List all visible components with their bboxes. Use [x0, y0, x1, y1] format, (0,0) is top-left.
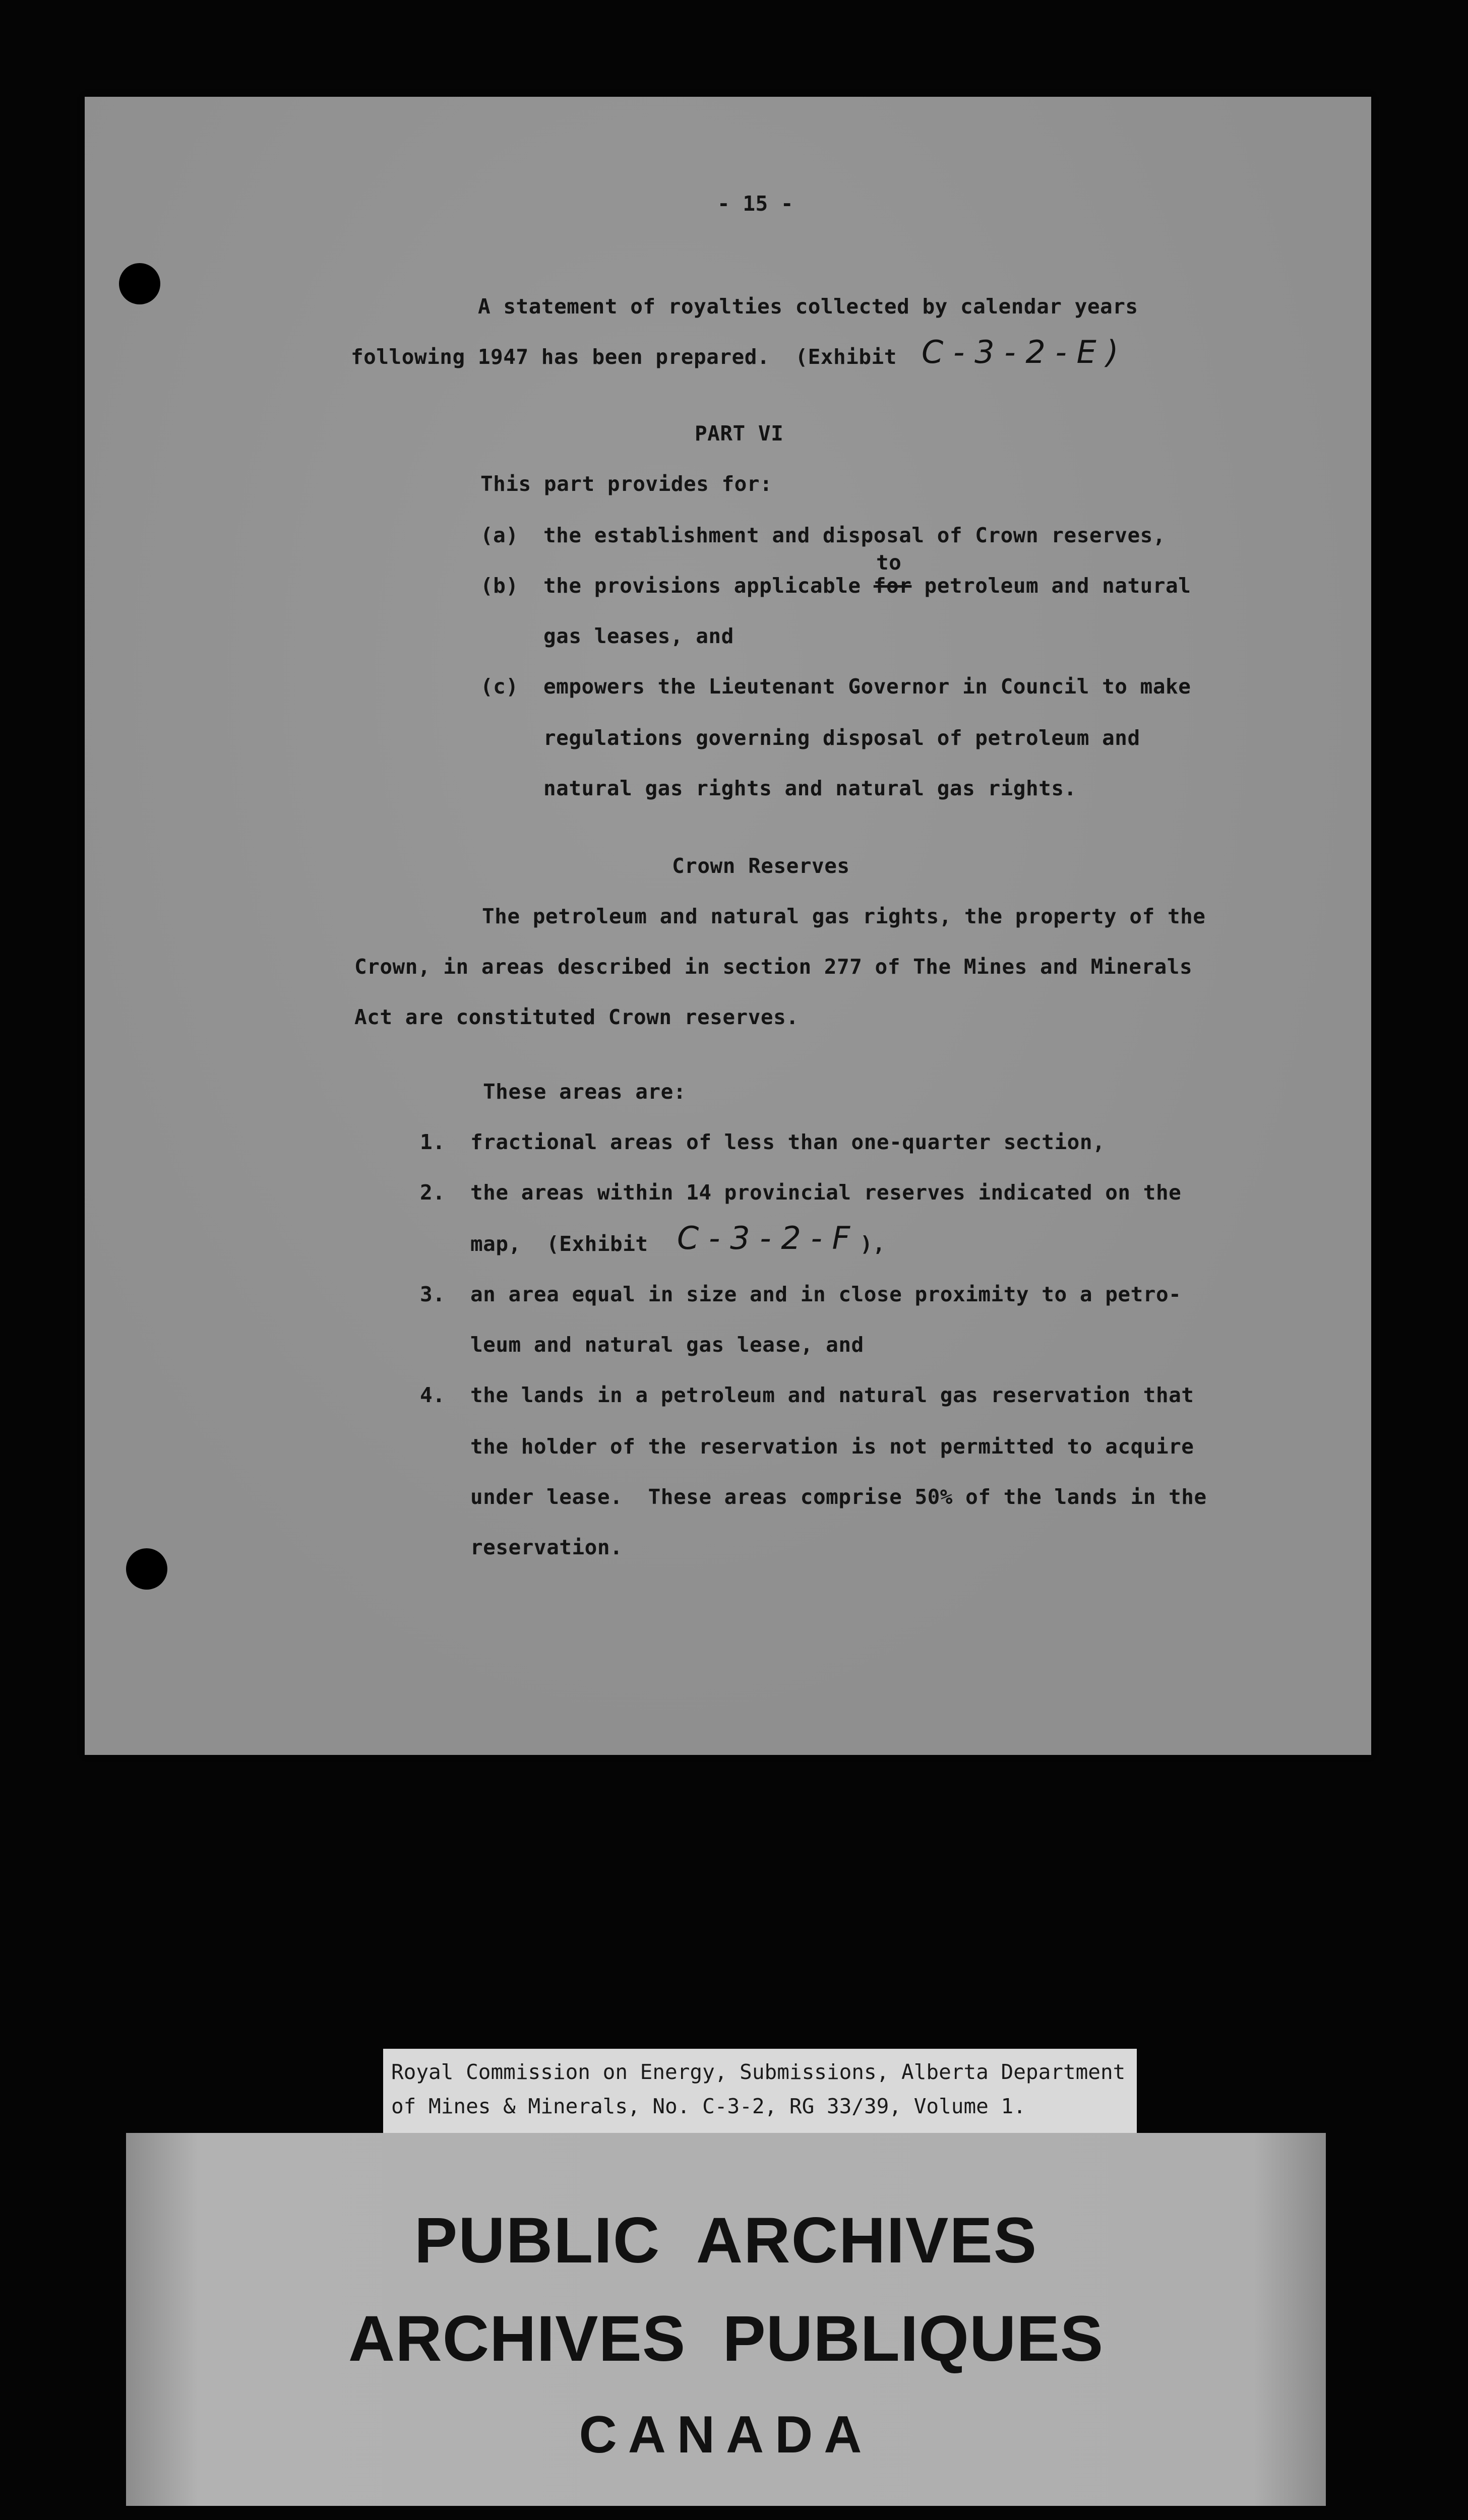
part-heading: PART VI: [695, 421, 784, 446]
provision-b-line-1-post: petroleum and natural: [911, 574, 1191, 598]
provision-b-line-1-pre: the provisions applicable: [543, 574, 874, 598]
provision-a-line-1: the establishment and disposal of Crown reserves,: [543, 523, 1166, 547]
stamp-line-3: CANADA: [579, 2406, 873, 2464]
area-2-line-2-end: ),: [860, 1232, 886, 1256]
area-1-marker: 1.: [420, 1130, 446, 1154]
handwritten-exhibit-e: C - 3 - 2 - E ): [922, 334, 1119, 370]
provision-b-insertion: to: [876, 550, 902, 575]
area-4-line-3: under lease. These areas comprise 50% of the lands in the: [470, 1485, 1207, 1509]
area-2-line-1: the areas within 14 provincial reserves indicated on the: [470, 1180, 1182, 1205]
provision-b-line-2: gas leases, and: [543, 624, 734, 648]
caption-line-1: Royal Commission on Energy, Submissions, Alberta Department: [391, 2060, 1126, 2084]
area-1-line-1: fractional areas of less than one-quarter section,: [470, 1130, 1106, 1154]
document-page: [85, 97, 1371, 1755]
caption-line-2: of Mines & Minerals, No. C-3-2, RG 33/39, Volume 1.: [391, 2094, 1026, 2118]
area-2-marker: 2.: [420, 1180, 446, 1205]
provides-intro: This part provides for:: [480, 472, 773, 496]
provision-b-marker: (b): [480, 574, 519, 598]
area-3-line-1: an area equal in size and in close proximity to a petro-: [470, 1282, 1182, 1306]
provision-c-line-3: natural gas rights and natural gas rights.: [543, 776, 1077, 800]
provision-a-marker: (a): [480, 523, 519, 547]
stamp-line-1: PUBLIC ARCHIVES: [414, 2204, 1038, 2277]
provision-c-marker: (c): [480, 674, 519, 699]
area-4-line-2: the holder of the reservation is not permitted to acquire: [470, 1434, 1194, 1459]
archive-caption-label: [383, 2049, 1137, 2134]
intro-line-2: following 1947 has been prepared. (Exhibit: [351, 345, 897, 369]
areas-intro: These areas are:: [483, 1080, 686, 1104]
area-4-line-4: reservation.: [470, 1535, 623, 1559]
intro-line-1: A statement of royalties collected by calendar years: [478, 294, 1138, 319]
punch-hole-top: [119, 263, 160, 304]
provision-b-line-1: [543, 574, 1191, 598]
crown-para-line-2: Crown, in areas described in section 277 of The Mines and Minerals: [354, 955, 1193, 979]
crown-reserves-heading: Crown Reserves: [672, 854, 850, 878]
area-3-marker: 3.: [420, 1282, 446, 1306]
area-2-line-2: map, (Exhibit: [470, 1232, 648, 1256]
area-3-line-2: leum and natural gas lease, and: [470, 1333, 864, 1357]
provision-c-line-1: empowers the Lieutenant Governor in Council to make: [543, 674, 1191, 699]
stamp-line-2: ARCHIVES PUBLIQUES: [348, 2303, 1104, 2375]
punch-hole-bottom: [126, 1548, 167, 1590]
archives-stamp-banner: [126, 2133, 1326, 2506]
handwritten-exhibit-f: C - 3 - 2 - F: [677, 1220, 850, 1256]
area-4-marker: 4.: [420, 1383, 446, 1407]
provision-c-line-2: regulations governing disposal of petroleum and: [543, 726, 1140, 750]
struck-word: for: [873, 574, 912, 598]
page-number: - 15 -: [717, 192, 794, 216]
area-4-line-1: the lands in a petroleum and natural gas reservation that: [470, 1383, 1194, 1407]
crown-para-line-3: Act are constituted Crown reserves.: [354, 1005, 799, 1029]
crown-para-line-1: The petroleum and natural gas rights, the property of the: [482, 904, 1206, 928]
